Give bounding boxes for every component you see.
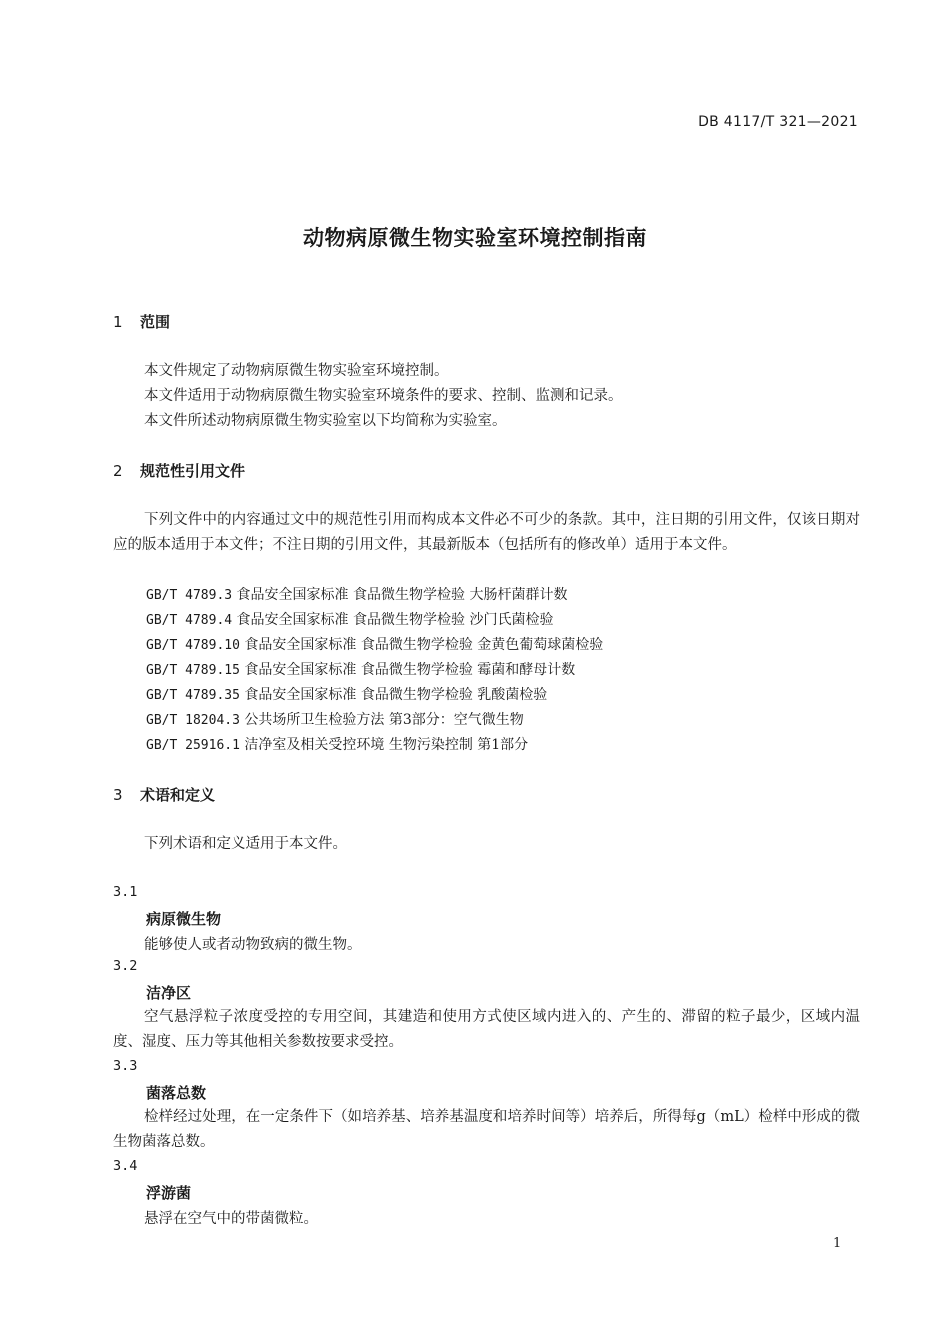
- document-title: 动物病原微生物实验室环境控制指南: [303, 226, 647, 250]
- section-title: 术语和定义: [140, 786, 216, 804]
- reference-code: GB/T 4789.3: [146, 588, 233, 603]
- section-title: 规范性引用文件: [140, 462, 246, 480]
- reference-item: [146, 634, 603, 654]
- section-3-intro: 下列术语和定义适用于本文件。: [144, 836, 347, 852]
- reference-title: 食品安全国家标准 食品微生物学检验 乳酸菌检验: [244, 687, 548, 703]
- term-number: 3.3: [113, 1058, 138, 1074]
- term-name: 洁净区: [146, 984, 192, 1002]
- paragraph-line: 本文件适用于动物病原微生物实验室环境条件的要求、控制、监测和记录。: [144, 388, 623, 404]
- term-definition: 能够使人或者动物致病的微生物。: [144, 937, 362, 953]
- section-2-intro: 下列文件中的内容通过文中的规范性引用而构成本文件必不可少的条款。其中，注日期的引用文件，仅该日期对应的版本适用于本文件；不注日期的引用文件，其最新版本（包括所有的修改单）适用于本文件。: [113, 512, 860, 553]
- reference-title: 公共场所卫生检验方法 第3部分：空气微生物: [244, 712, 524, 728]
- term-definition: 悬浮在空气中的带菌微粒。: [144, 1211, 318, 1227]
- section-title: 范围: [140, 313, 171, 331]
- section-2-heading: [113, 460, 245, 481]
- reference-title: 食品安全国家标准 食品微生物学检验 大肠杆菌群计数: [236, 587, 568, 603]
- reference-item: [146, 684, 547, 704]
- paragraph-line: 本文件所述动物病原微生物实验室以下均简称为实验室。: [144, 413, 507, 429]
- section-1-heading: [113, 311, 170, 332]
- reference-title: 洁净室及相关受控环境 生物污染控制 第1部分: [244, 737, 529, 753]
- term-number: 3.2: [113, 958, 138, 974]
- reference-item: [146, 659, 575, 679]
- reference-code: GB/T 4789.10: [146, 638, 240, 653]
- section-number: 3: [113, 786, 123, 804]
- term-name: 菌落总数: [146, 1084, 207, 1102]
- reference-code: GB/T 4789.15: [146, 663, 240, 678]
- term-name: 病原微生物: [146, 910, 222, 928]
- section-3-heading: [113, 784, 215, 805]
- reference-title: 食品安全国家标准 食品微生物学检验 金黄色葡萄球菌检验: [244, 637, 604, 653]
- reference-item: [146, 584, 567, 604]
- term-number: 3.1: [113, 884, 138, 900]
- page-number: 1: [833, 1236, 842, 1251]
- reference-code: GB/T 25916.1: [146, 738, 240, 753]
- reference-item: [146, 734, 528, 754]
- reference-title: 食品安全国家标准 食品微生物学检验 沙门氏菌检验: [236, 612, 554, 628]
- term-definition: 检样经过处理，在一定条件下（如培养基、培养基温度和培养时间等）培养后，所得每g（mL）检样中形成的微生物菌落总数。: [113, 1109, 860, 1150]
- section-number: 1: [113, 313, 123, 331]
- paragraph-line: 本文件规定了动物病原微生物实验室环境控制。: [144, 363, 449, 379]
- term-definition: 空气悬浮粒子浓度受控的专用空间，其建造和使用方式使区域内进入的、产生的、滞留的粒子最少，区域内温度、湿度、压力等其他相关参数按要求受控。: [113, 1009, 860, 1050]
- reference-title: 食品安全国家标准 食品微生物学检验 霉菌和酵母计数: [244, 662, 576, 678]
- term-number: 3.4: [113, 1158, 138, 1174]
- document-code: DB 4117/T 321—2021: [698, 114, 858, 130]
- reference-item: [146, 609, 553, 629]
- reference-item: [146, 709, 524, 729]
- term-name: 浮游菌: [146, 1184, 192, 1202]
- reference-code: GB/T 4789.35: [146, 688, 240, 703]
- section-number: 2: [113, 462, 123, 480]
- reference-code: GB/T 18204.3: [146, 713, 240, 728]
- reference-code: GB/T 4789.4: [146, 613, 233, 628]
